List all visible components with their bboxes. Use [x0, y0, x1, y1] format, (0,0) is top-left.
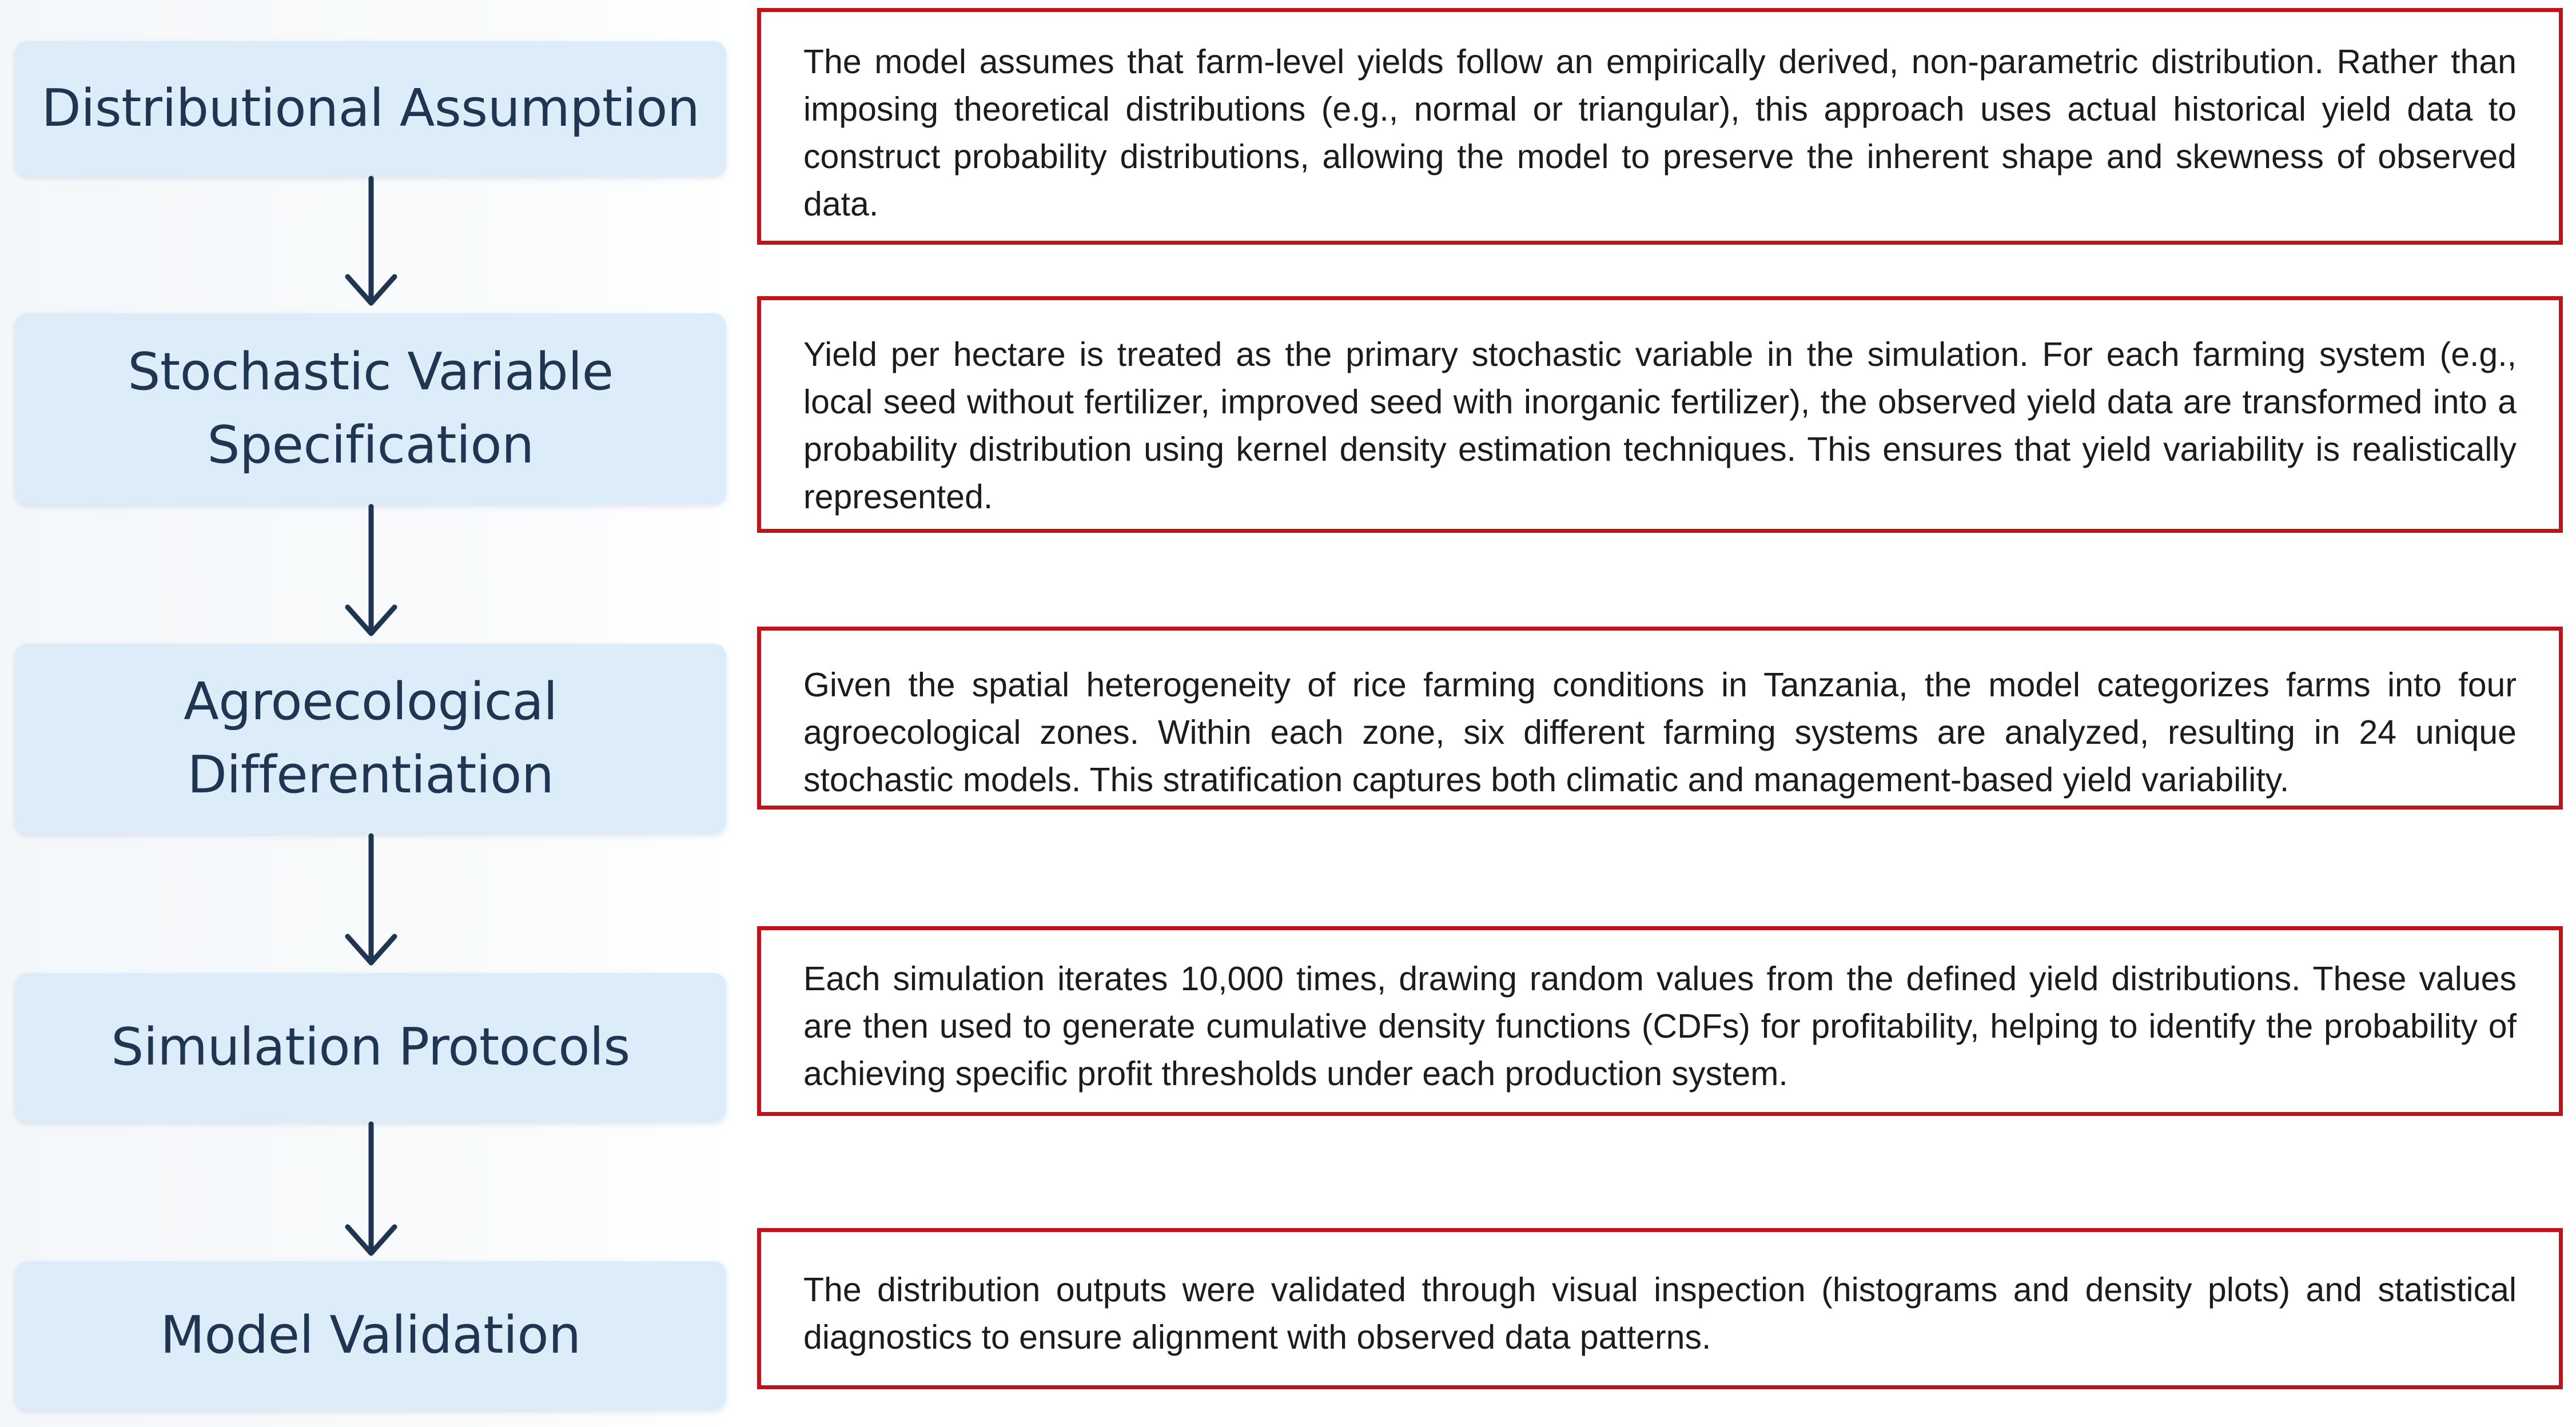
- description-text: The distribution outputs were validated through visual inspection (histograms and density plots) and statistical diagnostics to ensure alignment with observed data patterns.: [803, 1271, 2517, 1356]
- description-box-agroecological-differentiation: [757, 627, 2563, 810]
- step-box-distributional-assumption: [15, 41, 726, 176]
- step-box-model-validation: [15, 1261, 726, 1410]
- description-text: Given the spatial heterogeneity of rice farming conditions in Tanzania, the model categorizes farms into four agroecological zones. Within each zone, six different farming systems are analyzed, resulting in 24 unique stochastic models. This stratification captures both climatic and management-based yield variability.: [803, 666, 2517, 799]
- description-text: Yield per hectare is treated as the primary stochastic variable in the simulation. For each farming system (e.g., local seed without fertilizer, improved seed with inorganic fertilizer), the observed yield data are transformed into a probability distribution using kernel density estimation techniques. This ensures that yield variability is realistically represented.: [803, 336, 2517, 516]
- step-label: Model Validation: [160, 1305, 581, 1365]
- description-box-distributional-assumption: [757, 8, 2563, 245]
- down-arrow-icon: [345, 1122, 397, 1259]
- down-arrow-icon: [345, 504, 397, 639]
- down-arrow-icon: [345, 176, 397, 309]
- step-label: Simulation Protocols: [111, 1017, 630, 1077]
- description-box-model-validation: [757, 1228, 2563, 1389]
- description-box-stochastic-variable-specification: [757, 296, 2563, 533]
- description-text: The model assumes that farm-level yields follow an empirically derived, non-parametric distribution. Rather than imposing theoretical distributions (e.g., normal or triangular), this approach uses actual historical yield data to construct probability distributions, allowing the model to preserve the inherent shape and skewness of observed data.: [803, 43, 2517, 223]
- description-text: Each simulation iterates 10,000 times, drawing random values from the defined yield distributions. These values are then used to generate cumulative density functions (CDFs) for profitability, helping to identify the probability of achieving specific profit thresholds under each production system.: [803, 960, 2517, 1093]
- step-label: Distributional Assumption: [41, 78, 700, 138]
- step-label: Agroecological Differentiation: [184, 672, 558, 805]
- down-arrow-icon: [345, 834, 397, 968]
- step-label: Stochastic Variable Specification: [128, 342, 614, 475]
- description-box-simulation-protocols: [757, 926, 2563, 1116]
- step-box-simulation-protocols: [15, 973, 726, 1122]
- step-box-stochastic-variable-specification: [15, 313, 726, 504]
- step-box-agroecological-differentiation: [15, 644, 726, 834]
